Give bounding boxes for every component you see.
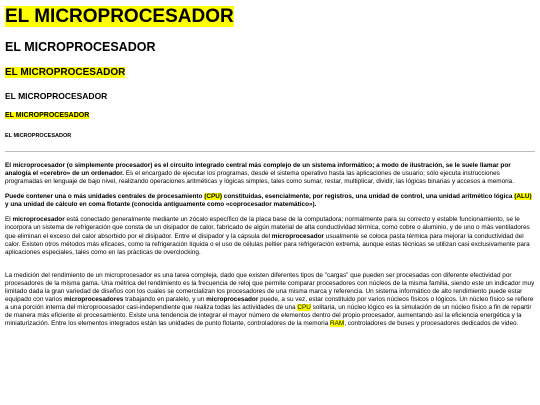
highlight-ram: RAM bbox=[330, 320, 345, 328]
paragraph-cpu-units bbox=[5, 193, 535, 209]
paragraph-cooling bbox=[5, 216, 535, 256]
intro-text: Es el encargado de ejecutar los programas, desde el sistema operativo hasta las aplicaciones de usuario; sólo ejecuta instrucciones programadas en lenguaje de bajo nivel, realizando operaciones aritméticas y lógicas simples, tales como sumar, restar, multiplicar, dividir, las lógicas binarias y accesos a memoria. bbox=[5, 169, 515, 186]
performance-bold-micros: microprocesadores bbox=[63, 296, 124, 304]
cooling-text-c: usualmente se coloca pasta térmica para mejorar la conductividad del calor. Existen otros métodos más eficaces, como la refrigeración líquida o el uso de células peltier para refrigeración extrema, aunque estas técnicas se utilizan casi exclusivamente para aplicaciones especiales, tales como en las prácticas de overclocking. bbox=[5, 232, 530, 256]
heading-6: EL MICROPROCESADOR bbox=[5, 132, 72, 139]
performance-text-b: trabajando en paralelo, y un bbox=[123, 296, 207, 304]
performance-text-d: solitaria, un núcleo lógico es la simulación de un núcleo físico a fin de repartir de manera más eficiente el procesamiento. Existe una tendencia de integrar el mayor número de elementos dentro del propio procesador, aumentando así la eficiencia energética y la miniaturización. Entre los elementos integrados están las unidades de punto flotante, controladores de la memoria bbox=[5, 304, 532, 328]
cooling-text-a: El bbox=[5, 216, 13, 224]
cooling-text-b: está conectado generalmente mediante un zócalo específico de la placa base de la computadora; normalmente para su correcto y estable funcionamiento, se le incorpora un sistema de refrigeración que consta de un disipador de calor, fabricado de algún material de alta conductividad térmica, como cobre o aluminio, y de uno o más ventiladores que eliminan el exceso del calor absorbido por el disipador. Entre el disipador y la cápsula del bbox=[5, 216, 530, 240]
heading-1-text: EL MICROPROCESADOR bbox=[5, 6, 234, 27]
highlight-alu: (ALU) bbox=[514, 193, 532, 201]
horizontal-rule bbox=[5, 151, 535, 152]
performance-bold-micro: microprocesador bbox=[206, 296, 259, 304]
heading-5-text: EL MICROPROCESADOR bbox=[5, 112, 90, 120]
heading-1 bbox=[5, 6, 535, 28]
heading-2: EL MICROPROCESADOR bbox=[5, 39, 156, 54]
performance-text-e: , controladores de buses y procesadores dedicados de video. bbox=[344, 320, 519, 328]
heading-3 bbox=[5, 67, 535, 79]
heading-4: EL MICROPROCESADOR bbox=[5, 90, 108, 101]
paragraph-performance bbox=[5, 272, 535, 329]
cooling-bold-micro-2: microprocesador bbox=[271, 232, 325, 240]
highlight-cpu: (CPU) bbox=[204, 193, 222, 201]
cpu-units-text-c: y una unidad de cálculo en coma flotante (conocida antiguamente como «coprocesador matemático»). bbox=[5, 201, 317, 209]
cpu-units-text-a: Puede contener una o más unidades centrales de procesamiento bbox=[5, 193, 205, 201]
cpu-units-text bbox=[5, 193, 532, 208]
paragraph-intro bbox=[5, 162, 535, 186]
intro-bold-text: El microprocesador (o simplemente procesador) es el circuito integrado central más complejo de un sistema informático; a modo de ilustración, se le suele llamar por analogía el «cerebro» de un ordenador. bbox=[5, 161, 511, 177]
cooling-bold-micro-1: microprocesador bbox=[12, 216, 65, 224]
heading-5 bbox=[5, 112, 535, 120]
highlight-cpu-2: CPU bbox=[297, 304, 311, 312]
performance-text-a: La medición del rendimiento de un microprocesador es una tarea compleja, dado que existen diferentes tipos de "cargas" que pueden ser procesadas con diferente efectividad por procesadores de la misma gama. Una métrica del rendimiento es la frecuencia de reloj que permite comparar procesadores con núcleos de la misma familia, siendo este un indicador muy limitado dada la gran variedad de diseños con los cuales se comercializan los procesadores de una misma marca y referencia. Un sistema informático de alto rendimiento puede estar equipado con varios bbox=[5, 271, 535, 304]
performance-text-c: puede, a su vez, estar constituido por varios núcleos físicos o lógicos. Un núcleo físico se refiere a una porción interna del microprocesador casi-independiente que realiza todas las actividades de una bbox=[5, 296, 534, 312]
cpu-units-text-b: constituidas, esencialmente, por registros, una unidad de control, una unidad aritmético lógica bbox=[222, 193, 515, 201]
heading-3-text: EL MICROPROCESADOR bbox=[5, 67, 126, 79]
